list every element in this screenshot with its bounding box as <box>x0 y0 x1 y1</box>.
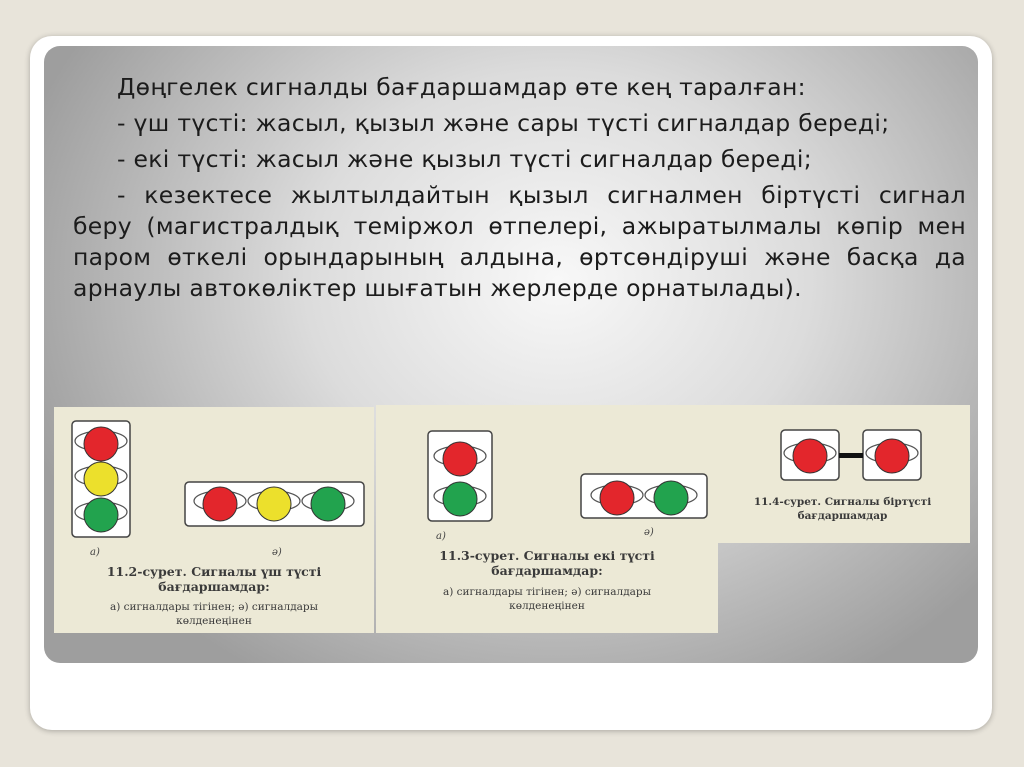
figure-caption-title: 11.4-сурет. Сигналы біртүсті бағдаршамдар <box>753 496 932 522</box>
label-a: а) <box>436 531 446 542</box>
paragraph-intro: Дөңгелек сигналды бағдаршамдар өте кең таралған: <box>117 73 806 101</box>
paragraph-three-color: - үш түсті: жасыл, қызыл және сары түсті сигналдар береді; <box>117 109 890 137</box>
paragraph-two-color: - екі түсті: жасыл және қызыл түсті сигналдар береді; <box>117 145 812 173</box>
connecting-bar <box>839 453 863 458</box>
figure-three-color <box>54 407 374 633</box>
figure-caption-subtitle: а) сигналдары тігінен; ә) сигналдары көлденеңінен <box>442 586 652 612</box>
figure-two-color <box>376 405 718 633</box>
figure-one-color <box>715 405 970 543</box>
label-a: а) <box>90 547 100 558</box>
figure-caption-subtitle: а) сигналдары тігінен; ә) сигналдары көлденеңінен <box>109 601 319 627</box>
label-b: ә) <box>644 527 654 538</box>
label-b: ә) <box>272 547 282 558</box>
figure-caption-title: 11.3-сурет. Сигналы екі түсті бағдаршамдар: <box>439 548 655 578</box>
figure-caption-title: 11.2-сурет. Сигналы үш түсті бағдаршамдар: <box>106 564 322 594</box>
slide-text <box>73 72 966 309</box>
paragraph-one-color: - кезектесе жылтылдайтын қызыл сигналмен біртүсті сигнал беру (магистралдық теміржол өтпелері, ажыратылмалы көпір мен паром өткелі орындарының алдына, өртсөндіруші және басқа да арнаулы автокөліктер шығатын жерлерде орнатылады). <box>73 181 966 302</box>
figures-strip <box>54 405 970 633</box>
